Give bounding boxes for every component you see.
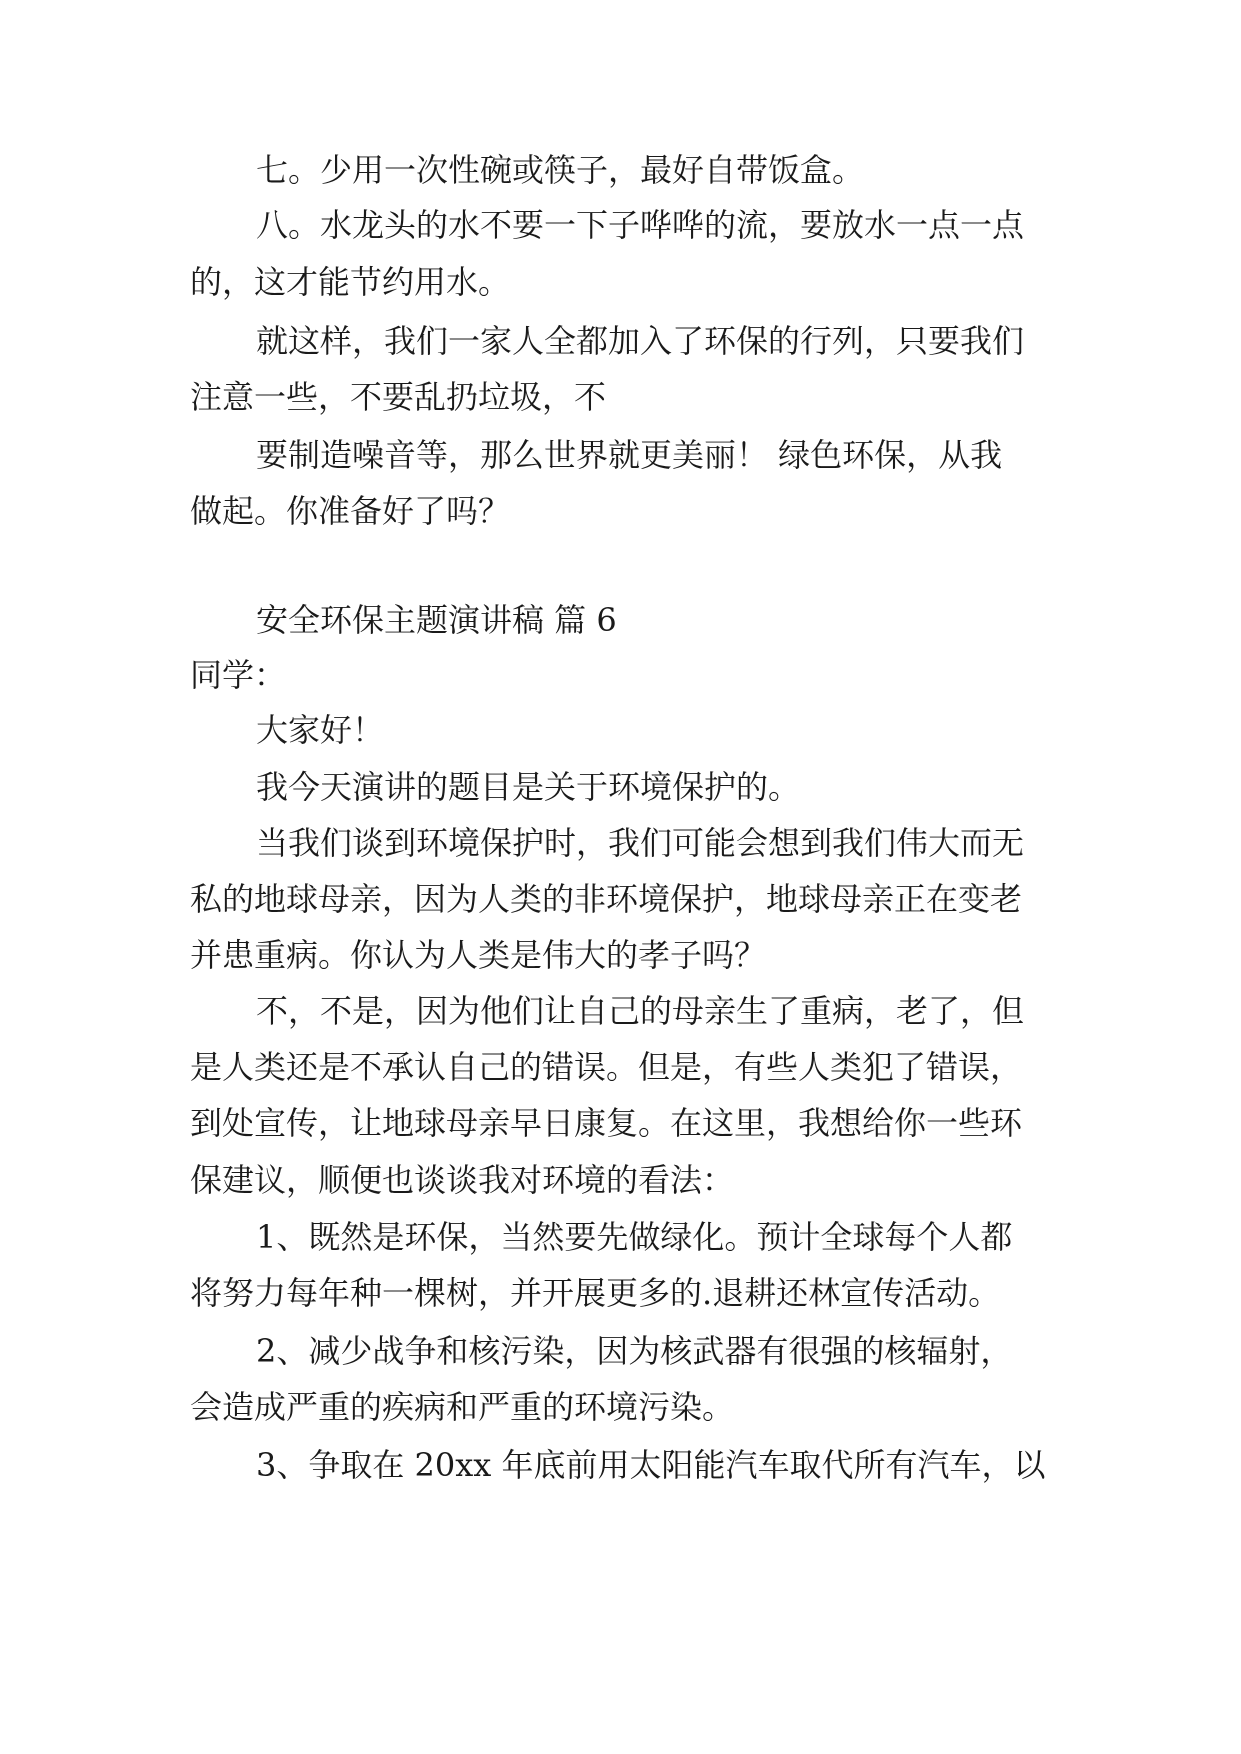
list-item-line: 3、争取在 20xx 年底前用太阳能汽车取代所有汽车，以: [256, 1446, 1046, 1484]
paragraph-line: 的，这才能节约用水。: [190, 263, 511, 301]
greeting: 大家好！: [256, 711, 385, 749]
list-item-line: 会造成严重的疾病和严重的环境污染。: [190, 1388, 735, 1426]
paragraph-line: 就这样，我们一家人全都加入了环保的行列，只要我们: [256, 322, 1025, 360]
paragraph-line: 注意一些，不要乱扔垃圾，不: [190, 378, 607, 416]
paragraph-line: 不，不是，因为他们让自己的母亲生了重病，老了，但: [256, 992, 1025, 1030]
paragraph-line: 是人类还是不承认自己的错误。但是，有些人类犯了错误，: [190, 1048, 1023, 1086]
paragraph-line: 七。少用一次性碗或筷子，最好自带饭盒。: [256, 151, 865, 189]
paragraph-line: 做起。你准备好了吗？: [190, 492, 511, 530]
paragraph-line: 我今天演讲的题目是关于环境保护的。: [256, 768, 801, 806]
paragraph-line: 并患重病。你认为人类是伟大的孝子吗？: [190, 936, 767, 974]
list-item-line: 将努力每年种一棵树，并开展更多的.退耕还林宣传活动。: [190, 1274, 1001, 1312]
paragraph-line: 要制造噪音等，那么世界就更美丽！ 绿色环保，从我: [256, 436, 1003, 474]
paragraph-line: 当我们谈到环境保护时，我们可能会想到我们伟大而无: [256, 824, 1025, 862]
paragraph-line: 保建议，顺便也谈谈我对环境的看法：: [190, 1161, 735, 1199]
list-item-line: 2、减少战争和核污染，因为核武器有很强的核辐射，: [256, 1332, 1013, 1370]
salutation: 同学：: [190, 656, 287, 694]
paragraph-line: 八。水龙头的水不要一下子哗哗的流，要放水一点一点: [256, 206, 1025, 244]
section-heading: 安全环保主题演讲稿 篇 6: [256, 601, 617, 639]
paragraph-line: 私的地球母亲，因为人类的非环境保护，地球母亲正在变老: [190, 880, 1023, 918]
list-item-line: 1、既然是环保，当然要先做绿化。预计全球每个人都: [256, 1218, 1013, 1256]
paragraph-line: 到处宣传，让地球母亲早日康复。在这里，我想给你一些环: [190, 1104, 1023, 1142]
